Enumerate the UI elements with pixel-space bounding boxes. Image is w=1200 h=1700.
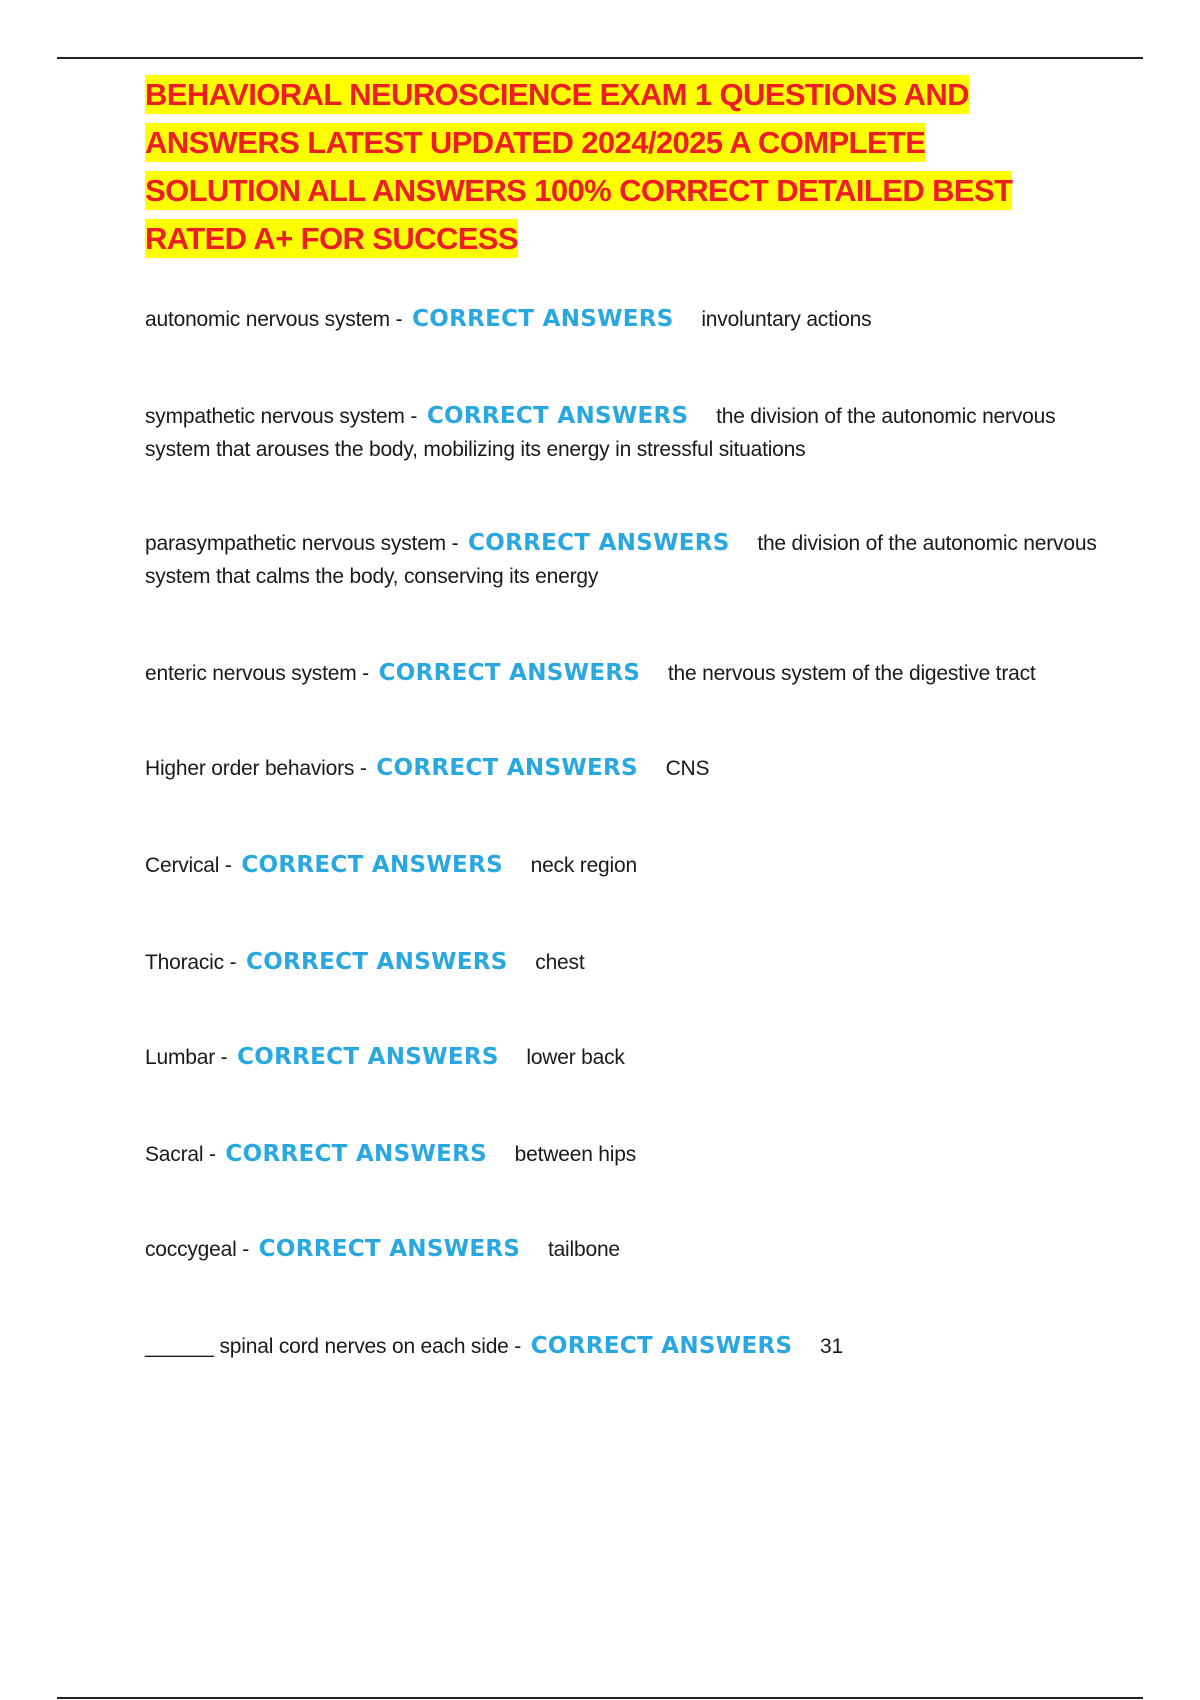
qa-separator: -: [220, 1046, 228, 1069]
qa-separator: -: [208, 1143, 216, 1166]
qa-term: Lumbar: [145, 1046, 216, 1069]
qa-term: Higher order behaviors: [145, 757, 355, 780]
qa-term: enteric nervous system: [145, 662, 357, 685]
qa-item: [145, 527, 1100, 593]
correct-answers-label: CORRECT ANSWERS: [426, 403, 689, 429]
qa-term: parasympathetic nervous system: [145, 532, 446, 555]
qa-answer: CNS: [665, 757, 710, 780]
correct-answers-label: CORRECT ANSWERS: [530, 1333, 793, 1359]
document-title: [145, 71, 1065, 263]
qa-separator: -: [229, 951, 237, 974]
qa-item: [145, 400, 1100, 466]
qa-term: coccygeal: [145, 1238, 237, 1261]
qa-item: [145, 1233, 1100, 1266]
qa-item: [145, 946, 1100, 979]
title-line-1: BEHAVIORAL NEUROSCIENCE EXAM 1 QUESTIONS AND: [145, 77, 969, 112]
qa-separator: -: [242, 1238, 250, 1261]
qa-term: Sacral: [145, 1143, 204, 1166]
title-line-4: RATED A+ FOR SUCCESS: [145, 221, 518, 256]
bottom-rule: [57, 1697, 1143, 1699]
qa-separator: -: [395, 308, 403, 331]
qa-answer: tailbone: [547, 1238, 620, 1261]
qa-separator: -: [451, 532, 459, 555]
qa-term: Thoracic: [145, 951, 224, 974]
qa-term: ______ spinal cord nerves on each side: [145, 1335, 509, 1358]
qa-separator: -: [362, 662, 369, 685]
qa-answer: the division of the autonomic nervous system that arouses the body, mobilizing its energy in stressful situations: [145, 405, 1056, 461]
qa-item: [145, 303, 1100, 336]
qa-item: [145, 752, 1100, 785]
correct-answers-label: CORRECT ANSWERS: [378, 660, 641, 686]
qa-separator: -: [514, 1335, 522, 1358]
qa-separator: -: [224, 854, 232, 877]
qa-answer: the nervous system of the digestive tract: [667, 662, 1036, 685]
correct-answers-label: CORRECT ANSWERS: [225, 1141, 488, 1167]
qa-answer: between hips: [514, 1143, 637, 1166]
qa-item: [145, 1041, 1100, 1074]
qa-separator: -: [410, 405, 418, 428]
qa-answer: the division of the autonomic nervous system that calms the body, conserving its energy: [145, 532, 1097, 588]
correct-answers-label: CORRECT ANSWERS: [258, 1236, 521, 1262]
qa-term: autonomic nervous system: [145, 308, 390, 331]
qa-answer: 31: [820, 1335, 843, 1358]
correct-answers-label: CORRECT ANSWERS: [241, 852, 503, 878]
correct-answers-label: CORRECT ANSWERS: [468, 530, 730, 556]
qa-answer: lower back: [526, 1046, 625, 1069]
qa-separator: -: [359, 757, 367, 780]
qa-answer: neck region: [530, 854, 637, 877]
title-line-2: ANSWERS LATEST UPDATED 2024/2025 A COMPLETE: [145, 125, 926, 160]
qa-term: Cervical: [145, 854, 220, 877]
qa-item: [145, 849, 1100, 882]
top-rule: [57, 57, 1143, 59]
qa-item: [145, 1330, 1100, 1363]
correct-answers-label: CORRECT ANSWERS: [246, 949, 508, 975]
qa-term: sympathetic nervous system: [145, 405, 405, 428]
qa-answer: involuntary actions: [701, 308, 872, 331]
qa-item: [145, 1138, 1100, 1171]
qa-item: [145, 657, 1100, 690]
correct-answers-label: CORRECT ANSWERS: [237, 1044, 499, 1070]
correct-answers-label: CORRECT ANSWERS: [412, 306, 674, 332]
title-line-3: SOLUTION ALL ANSWERS 100% CORRECT DETAILED BEST: [145, 173, 1013, 208]
correct-answers-label: CORRECT ANSWERS: [376, 755, 638, 781]
qa-answer: chest: [535, 951, 585, 974]
